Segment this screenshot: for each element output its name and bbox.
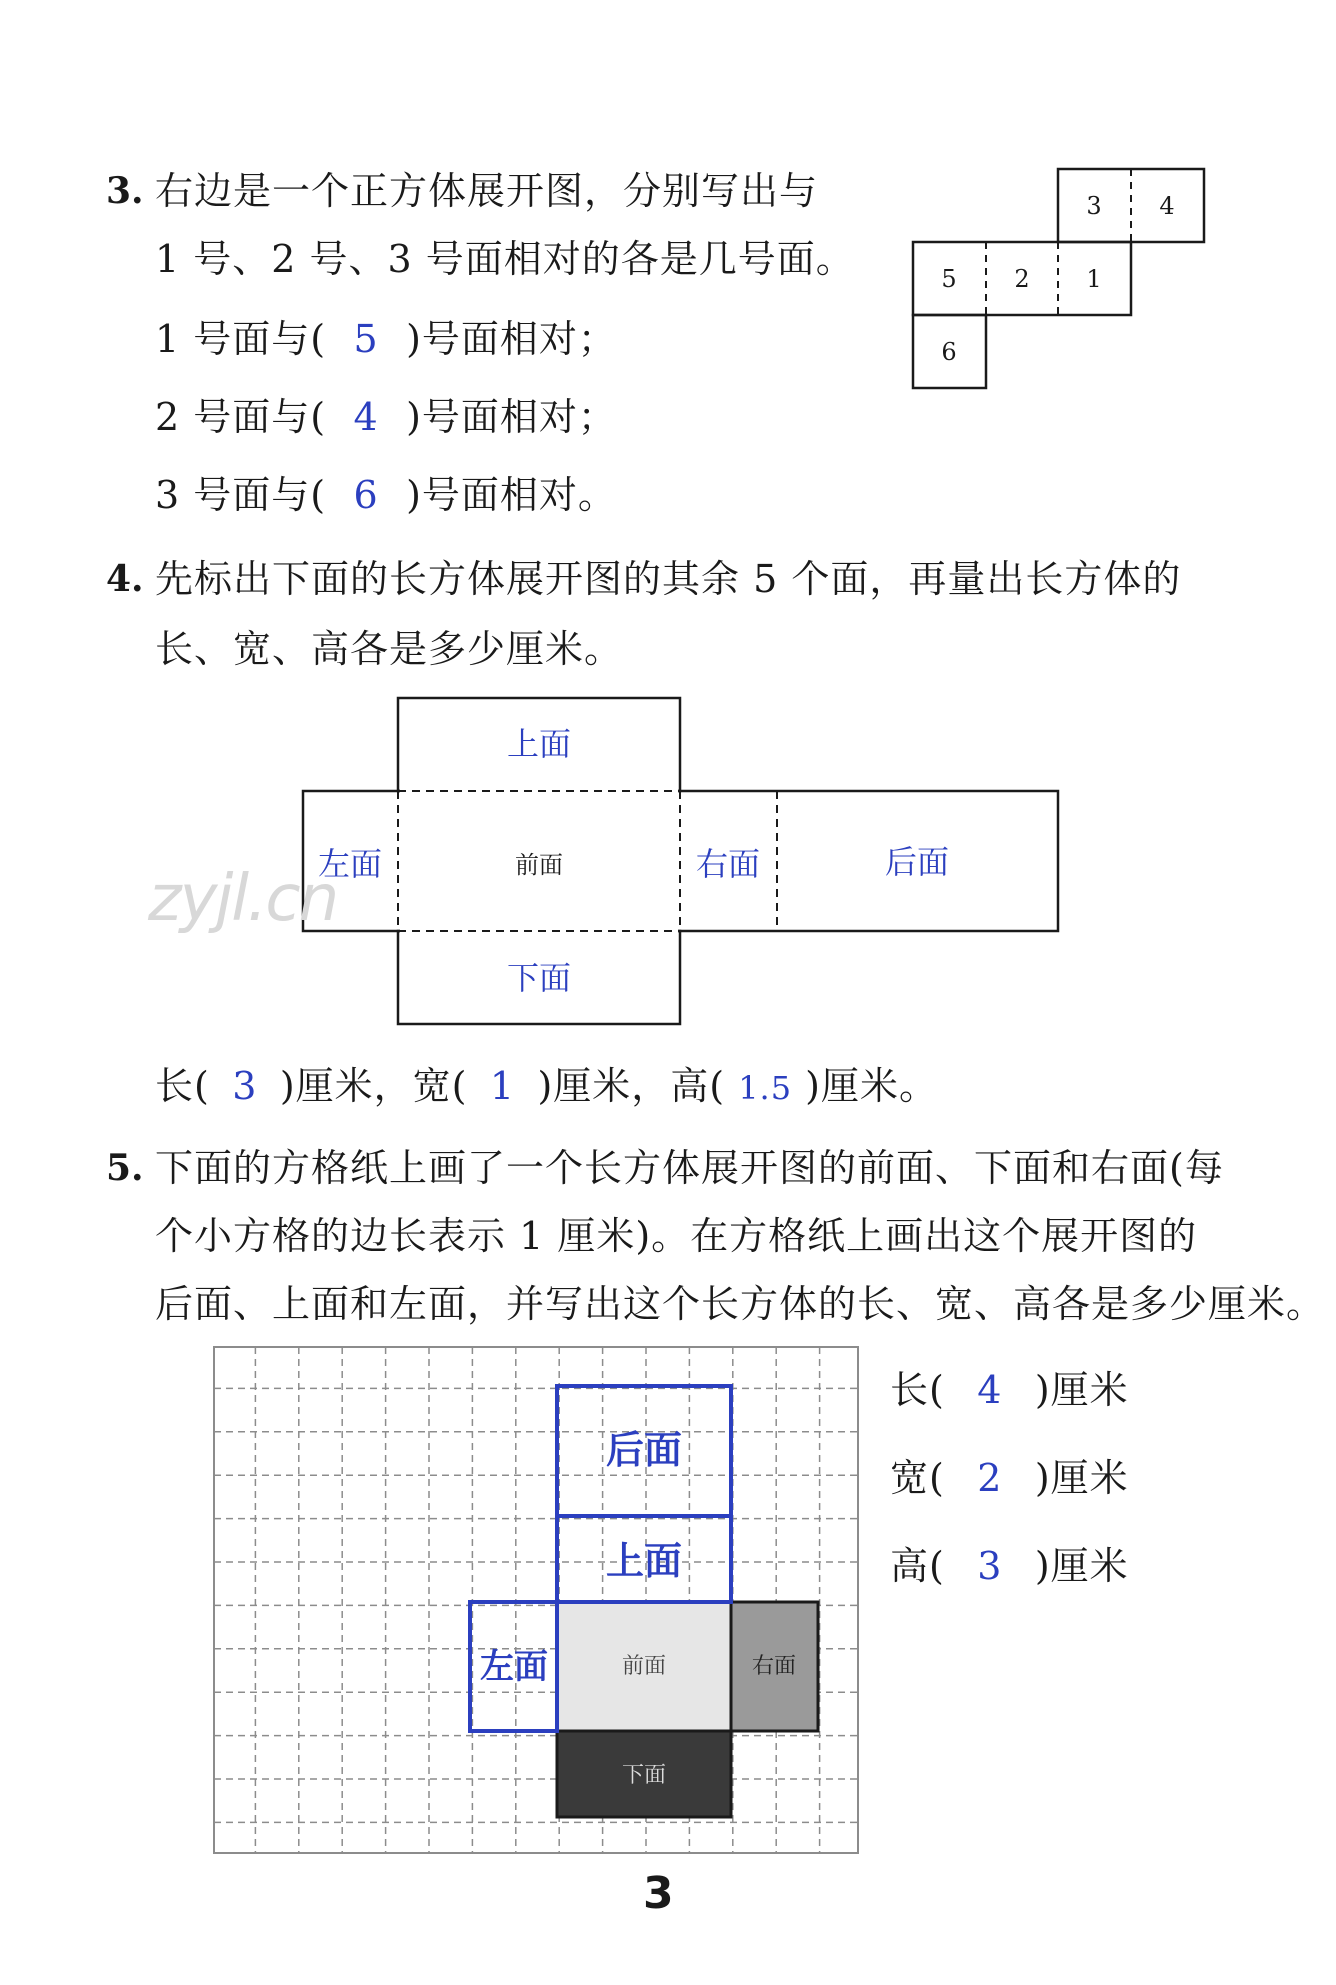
q4-face-bottom: 下面	[506, 959, 572, 997]
q4-face-top: 上面	[506, 725, 572, 763]
q5-width-pre: 宽(	[890, 1456, 945, 1500]
q4-height-post: )厘米。	[805, 1064, 938, 1108]
q5-label-bottom: 下面	[621, 1763, 667, 1788]
watermark: zyjl.cn	[148, 862, 338, 936]
net-label-5: 5	[941, 265, 957, 293]
q3-row2-post: )号面相对；	[406, 395, 617, 439]
q3-text-line2: 1 号、2 号、3 号面相对的各是几号面。	[155, 237, 855, 281]
q5-height-pre: 高(	[890, 1544, 945, 1588]
q5-text-line2: 个小方格的边长表示 1 厘米)。在方格纸上画出这个展开图的	[155, 1214, 1198, 1258]
q4-height-answer: 1.5	[738, 1069, 793, 1107]
q5-answer-length	[890, 1367, 1129, 1413]
q5-width-post: )厘米	[1034, 1456, 1129, 1500]
net-label-4: 4	[1159, 192, 1175, 220]
q3-row1-post: )号面相对；	[406, 317, 617, 361]
q4-width-post: )厘米，高(	[537, 1064, 726, 1108]
q5-net-proper	[212, 1345, 872, 1855]
q4-face-right: 右面	[695, 845, 761, 883]
page-number: 3	[643, 1868, 674, 1919]
q5-length-pre: 长(	[890, 1368, 945, 1412]
q3-row1-answer: 5	[353, 317, 379, 361]
q3-row3-answer: 6	[353, 473, 379, 517]
q5-number: 5.	[106, 1147, 144, 1189]
q4-face-back: 后面	[884, 843, 950, 881]
q4-text-line2: 长、宽、高各是多少厘米。	[155, 627, 624, 671]
net-label-2: 2	[1014, 265, 1030, 293]
q3-row1-pre: 1 号面与(	[155, 317, 327, 361]
q5-text-line3: 后面、上面和左面，并写出这个长方体的长、宽、高各是多少厘米。	[155, 1282, 1326, 1326]
q4-length-answer: 3	[232, 1064, 258, 1108]
q5-label-top: 上面	[605, 1538, 683, 1583]
q5-text-line1: 下面的方格纸上画了一个长方体展开图的前面、下面和右面(每	[155, 1146, 1224, 1190]
q3-answer-row-2	[155, 394, 617, 440]
q5-label-front: 前面	[621, 1654, 667, 1679]
q4-length-pre: 长(	[155, 1064, 210, 1108]
q4-face-front: 前面	[515, 851, 563, 879]
q4-length-post: )厘米，宽(	[279, 1064, 468, 1108]
q5-width-answer: 2	[977, 1456, 1003, 1500]
net-label-3: 3	[1086, 192, 1102, 220]
q5-label-left: 左面	[480, 1647, 548, 1687]
q3-row2-answer: 4	[353, 395, 379, 439]
net-label-1: 1	[1086, 265, 1102, 293]
q3-answer-row-1	[155, 316, 617, 362]
q3-row3-pre: 3 号面与(	[155, 473, 327, 517]
q3-row2-pre: 2 号面与(	[155, 395, 327, 439]
q5-answer-width	[890, 1455, 1129, 1501]
q5-length-post: )厘米	[1034, 1368, 1129, 1412]
q3-number: 3.	[106, 170, 144, 212]
q4-number: 4.	[106, 558, 144, 600]
q5-height-answer: 3	[977, 1544, 1003, 1588]
q5-length-answer: 4	[977, 1368, 1003, 1412]
q4-cuboid-net	[300, 695, 1060, 1030]
q3-row3-post: )号面相对。	[406, 473, 617, 517]
q3-cube-net	[910, 165, 1220, 405]
q5-answer-height	[890, 1543, 1129, 1589]
q3-text-line1: 右边是一个正方体展开图，分别写出与	[155, 169, 819, 213]
q5-label-back: 后面	[605, 1427, 683, 1472]
q5-height-post: )厘米	[1034, 1544, 1129, 1588]
q4-answer-line	[155, 1063, 938, 1111]
net-label-6: 6	[941, 338, 957, 366]
q5-label-right: 右面	[751, 1654, 797, 1679]
q4-width-answer: 1	[489, 1064, 516, 1108]
q4-text-line1: 先标出下面的长方体展开图的其余 5 个面，再量出长方体的	[155, 557, 1182, 601]
q4-face-left: 左面	[317, 845, 383, 883]
q3-answer-row-3	[155, 472, 617, 518]
